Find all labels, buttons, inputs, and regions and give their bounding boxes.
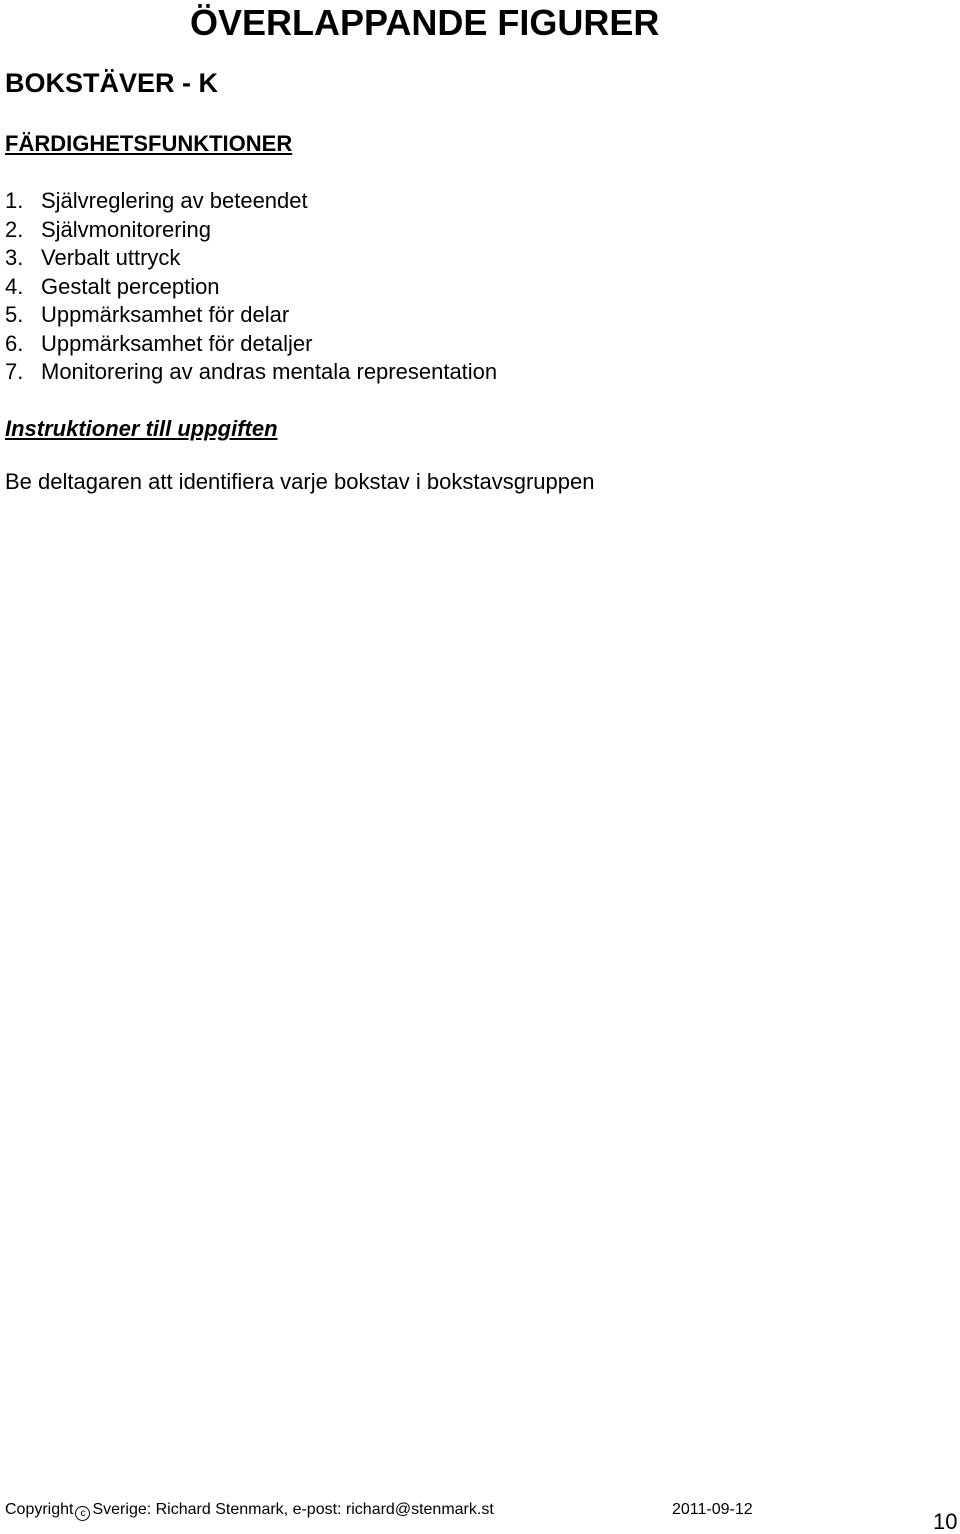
- list-item: [5, 273, 497, 302]
- list-item-text: Uppmärksamhet för delar: [41, 302, 290, 327]
- list-item-number: 3.: [5, 245, 24, 270]
- functions-list: [5, 187, 497, 387]
- list-item-text: Självmonitorering: [41, 216, 211, 242]
- section-heading-functions: FÄRDIGHETSFUNKTIONER: [5, 131, 293, 156]
- list-item-number: 6.: [5, 330, 24, 356]
- page-title: ÖVERLAPPANDE FIGURER: [190, 2, 660, 43]
- copyright-label: Copyright: [5, 1501, 74, 1518]
- list-item: [5, 187, 497, 216]
- list-item-text: Självreglering av beteendet: [41, 188, 308, 213]
- list-item-text: Gestalt perception: [41, 273, 220, 299]
- footer-copyright: [5, 1500, 494, 1521]
- page-subtitle: BOKSTÄVER - K: [5, 68, 219, 98]
- list-item-number: 7.: [5, 359, 24, 384]
- list-item: [5, 244, 497, 273]
- instructions-text: Be deltagaren att identifiera varje bokstav i bokstavsgruppen: [5, 469, 595, 494]
- copyright-text: Sverige: Richard Stenmark, e-post: richard@stenmark.st: [92, 1501, 494, 1518]
- list-item: [5, 330, 497, 359]
- list-item-text: Monitorering av andras mentala representation: [41, 359, 498, 384]
- list-item-number: 5.: [5, 302, 24, 327]
- instructions-heading: Instruktioner till uppgiften: [5, 416, 278, 441]
- list-item-text: Verbalt uttryck: [41, 245, 181, 270]
- list-item-number: 2.: [5, 216, 24, 242]
- list-item: [5, 358, 497, 387]
- page-number: 10: [933, 1509, 958, 1534]
- list-item-text: Uppmärksamhet för detaljer: [41, 330, 313, 356]
- footer-date: 2011-09-12: [672, 1501, 753, 1518]
- list-item: [5, 301, 497, 330]
- copyright-icon: c: [75, 1506, 90, 1521]
- list-item-number: 1.: [5, 188, 24, 213]
- list-item: [5, 216, 497, 245]
- list-item-number: 4.: [5, 273, 24, 299]
